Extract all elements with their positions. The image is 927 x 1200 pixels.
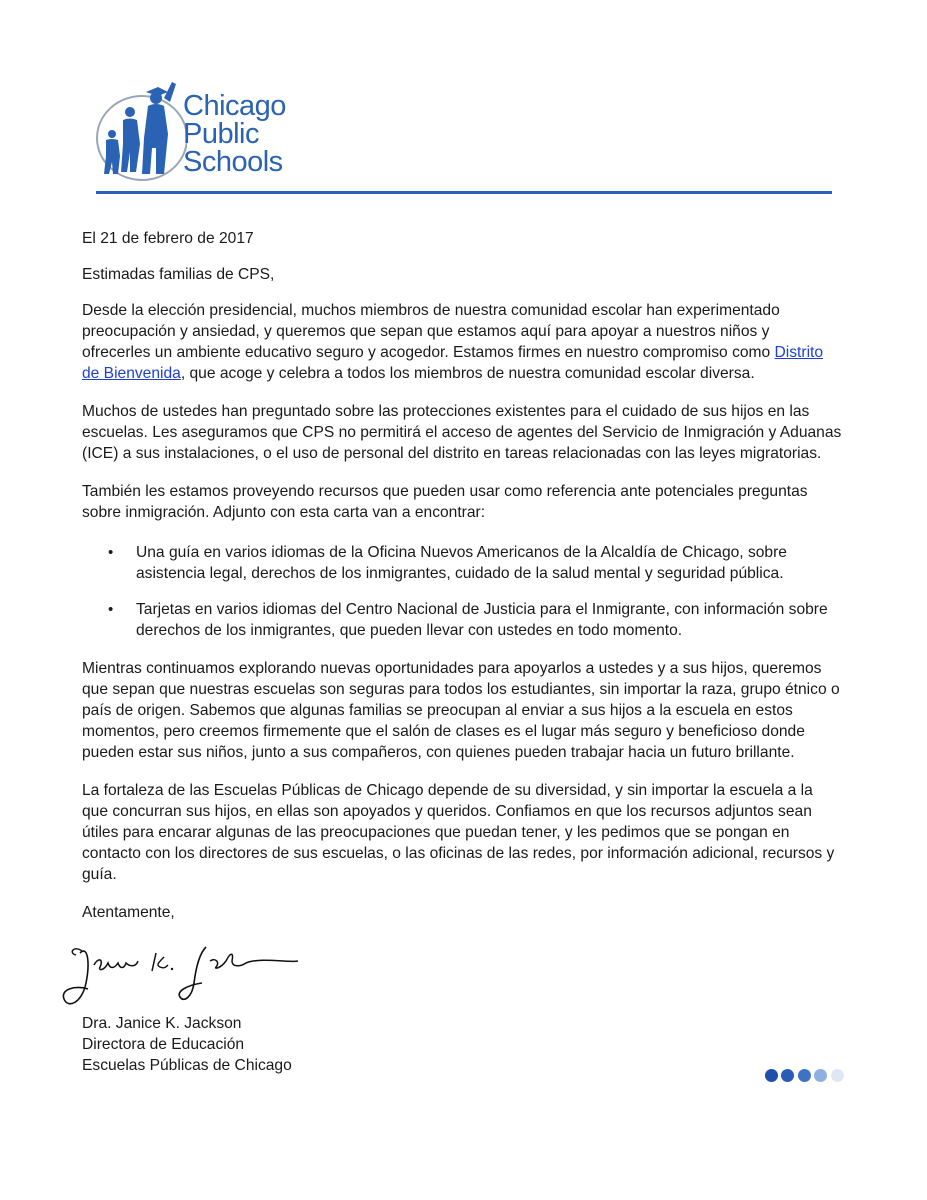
- bullet-icon: •: [108, 544, 114, 561]
- paragraph-1: [82, 300, 842, 384]
- list-item-text: Tarjetas en varios idiomas del Centro Nacional de Justicia para el Inmigrante, con información sobre derechos de los inmigrantes, que pueden llevar con ustedes en todo momento.: [136, 601, 828, 639]
- cps-logo: [92, 78, 332, 188]
- signature-block: [82, 923, 842, 1015]
- signer-title: Directora de Educación: [82, 1036, 245, 1053]
- signer-name: Dra. Janice K. Jackson: [82, 1015, 242, 1032]
- paragraph-4: Mientras continuamos explorando nuevas oportunidades para apoyarlos a ustedes y a sus hijos, queremos que sepan que nuestras escuelas son seguras para todos los estudiantes, sin importar la raza, grupo étnico o país de origen. Sabemos que algunas familias se preocupan al enviar a sus hijos a la escuela en estos momentos, pero creemos firmemente que el salón de clases es el lugar más seguro y beneficioso donde pueden estar sus niños, junto a sus compañeros, con quienes pueden trabajar hacia un futuro brillante.: [82, 660, 840, 761]
- logo-line-schools: Schools: [183, 146, 283, 178]
- family-graduate-icon: [92, 78, 187, 188]
- letter-closing: Atentamente,: [82, 904, 175, 921]
- footer-dot: [765, 1069, 778, 1082]
- logo-wordmark: [183, 92, 286, 176]
- signer-org: Escuelas Públicas de Chicago: [82, 1057, 292, 1074]
- list-item-text: Una guía en varios idiomas de la Oficina Nuevos Americanos de la Alcaldía de Chicago, sobre asistencia legal, derechos de los inmigrantes, cuidado de la salud mental y seguridad pública.: [136, 544, 787, 582]
- paragraph-5: La fortaleza de las Escuelas Públicas de Chicago depende de su diversidad, y sin importar la escuela a la que concurran sus hijos, en ellas son apoyados y queridos. Confiamos en que los recursos adjuntos sean útiles para encarar algunas de las preocupaciones que puedan tener, y les pedimos que se pongan en contacto con los directores de sus escuelas, o las oficinas de las redes, por información adicional, recursos y guía.: [82, 782, 835, 883]
- letter-date: El 21 de febrero de 2017: [82, 230, 254, 247]
- bullet-icon: •: [108, 601, 114, 618]
- letter-body: [82, 228, 842, 1076]
- footer-dot: [798, 1069, 811, 1082]
- distrito-bienvenida-link[interactable]: Distrito de Bienvenida: [82, 344, 824, 382]
- logo-line-chicago: Chicago: [183, 90, 286, 122]
- logo-line-public: Public: [183, 118, 259, 150]
- paragraph-1-text-b: , que acoge y celebra a todos los miembros de nuestra comunidad escolar diversa.: [180, 365, 755, 382]
- list-item: [82, 599, 842, 641]
- footer-dot: [781, 1069, 794, 1082]
- letter-salutation: Estimadas familias de CPS,: [82, 266, 275, 283]
- paragraph-1-text-a: Desde la elección presidencial, muchos miembros de nuestra comunidad escolar han experimentado preocupación y ansiedad, y queremos que sepan que estamos aquí para apoyar a nuestros niños y ofrecerles un ambiente educativo seguro y acogedor. Estamos firmes en nuestro compromiso como: [82, 302, 780, 361]
- footer-dot: [814, 1069, 827, 1082]
- footer-dots: [765, 1069, 843, 1083]
- header-rule: [96, 191, 832, 194]
- handwritten-signature: [60, 923, 300, 1015]
- paragraph-3: También les estamos proveyendo recursos que pueden usar como referencia ante potenciales preguntas sobre inmigración. Adjunto con esta carta van a encontrar:: [82, 483, 808, 521]
- resources-list: [82, 542, 842, 641]
- signer-info: [82, 1013, 842, 1076]
- paragraph-2: Muchos de ustedes han preguntado sobre las protecciones existentes para el cuidado de sus hijos en las escuelas. Les aseguramos que CPS no permitirá el acceso de agentes del Servicio de Inmigración y Aduanas (ICE) a sus instalaciones, o el uso de personal del distrito en tareas relacionadas con las leyes migratorias.: [82, 403, 842, 462]
- footer-dot: [831, 1069, 844, 1082]
- list-item: [82, 542, 842, 584]
